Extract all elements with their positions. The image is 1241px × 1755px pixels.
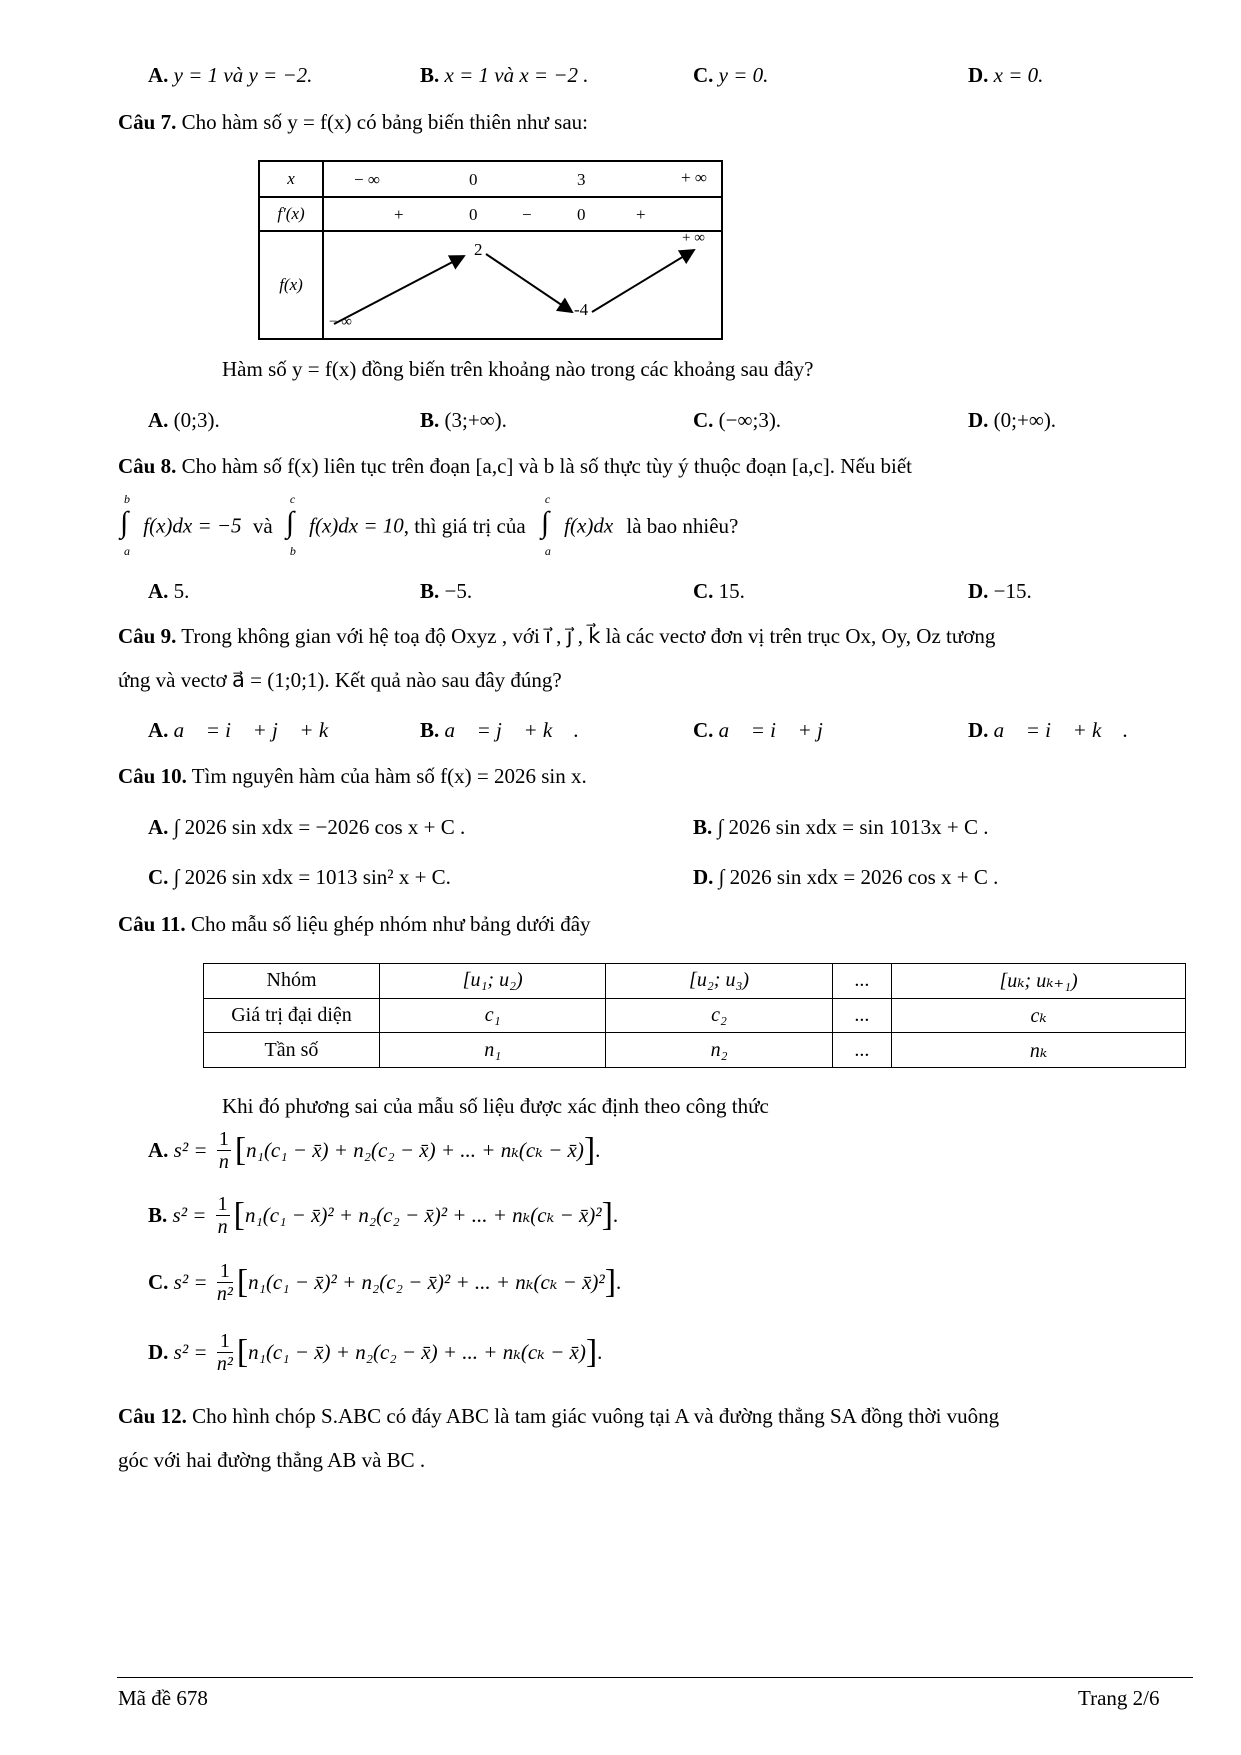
q11-option-c: C. s² = $\frac{1}{\text{n²}}$ [n₁(c₁ − x̄)² + n₂(c₂ − x̄)² + ... + nₖ(cₖ − x̄)²]. [148,1260,622,1305]
vt-x-2: 3 [577,170,586,189]
vt-sign-row [323,197,722,231]
q7-option-d: D. (0;+∞). [968,408,1057,432]
q6-option-d: D. x = 0. [968,63,1044,87]
vt-f-end: + ∞ [682,230,705,246]
q8-int2-body: f(x)dx = 10 [309,513,404,538]
freq-cell-ellipsis: ... [832,1033,891,1068]
q8-and: và [252,513,273,538]
vt-sign-0: + [394,205,404,224]
integral-symbol-3: c ∫ a [540,492,551,558]
footer-page-number: Trang 2/6 [1078,1686,1160,1710]
q10-option-d: D. ∫ 2026 sin xdx = 2026 cos x + C . [693,865,999,889]
q8-option-a: A. 5. [148,579,190,603]
q8-ask: là bao nhiêu? [626,513,739,538]
row-head-freq: Tần số [204,1033,380,1068]
q12-line2: góc với hai đường thẳng AB và BC . [118,1448,426,1472]
arrow-up-2 [592,250,694,312]
q10-option-a: A. ∫ 2026 sin xdx = −2026 cos x + C . [148,815,466,839]
q9-option-c: C. a⃗ = i⃗ + j⃗ [693,718,840,742]
group-cell-k: [uₖ; uₖ₊₁) [892,964,1186,999]
q12-line1: Câu 12. Cho hình chóp S.ABC có đáy ABC là tam giác vuông tại A và đường thẳng SA đồng thời vuông [118,1404,1000,1428]
vt-x-label: x [259,161,323,197]
q11-option-a: A. s² = $\frac{1}{n}$ [n₁(c₁ − x̄) + n₂(c₂ − x̄) + ... + nₖ(cₖ − x̄)]. [148,1128,601,1173]
q8-integrals [118,492,739,558]
vt-f-row [323,231,722,339]
q9-option-d: D. a⃗ = i⃗ + k⃗ . [968,718,1129,742]
q8-int1-body: f(x)dx = −5 [143,513,242,538]
q8-option-c: C. 15. [693,579,745,603]
q7-option-a: A. (0;3). [148,408,220,432]
q9-option-b: B. a⃗ = j⃗ + k⃗ . [420,718,580,742]
vt-x-row [323,161,722,197]
q6-option-c: C. y = 0. [693,63,769,87]
group-cell-ellipsis: ... [832,964,891,999]
row-head-group: Nhóm [204,964,380,999]
vt-sign-1: 0 [469,205,478,224]
vt-f-label: f(x) [259,231,323,339]
q8-option-d: D. −15. [968,579,1032,603]
q6-option-a: A. y = 1 và y = −2. [148,63,313,87]
q8-int3-body: f(x)dx [564,513,614,538]
freq-cell-1: n₁ [380,1033,606,1068]
fraction: $\frac{1}{\text{n²}}$ [216,1260,233,1305]
q11-stem: Câu 11. Cho mẫu số liệu ghép nhóm như bảng dưới đây [118,912,591,936]
row-head-rep: Giá trị đại diện [204,998,380,1033]
q10-option-c: C. ∫ 2026 sin xdx = 1013 sin² x + C. [148,865,451,889]
fraction: $\frac{1}{n}$ [217,1193,228,1238]
q10-option-b: B. ∫ 2026 sin xdx = sin 1013x + C . [693,815,989,839]
integral-symbol-2: c ∫ b [285,492,296,558]
vt-x-3: + ∞ [681,168,707,187]
q9-stem-line1: Câu 9. Trong không gian với hệ toạ độ Oxyz , với i⃗ , j⃗ , k⃗ là các vectơ đơn vị trên trục Ox, Oy, Oz tương [118,624,996,648]
q7-stem: Câu 7. Cho hàm số y = f(x) có bảng biến thiên như sau: [118,110,589,134]
arrow-up-1 [334,256,464,324]
q7-option-b: B. (3;+∞). [420,408,507,432]
q8-stem: Câu 8. Cho hàm số f(x) liên tục trên đoạn [a,c] và b là số thực tùy ý thuộc đoạn [a,c]. Nếu biết [118,454,913,478]
fraction: $\frac{1}{n}$ [218,1128,229,1173]
variation-table [258,160,723,340]
group-cell-1: [u₁; u₂) [380,964,606,999]
integral-symbol-1: b ∫ a [120,492,130,558]
rep-cell-ellipsis: ... [832,998,891,1033]
q11-option-d: D. s² = $\frac{1}{\text{n²}}$ [n₁(c₁ − x̄) + n₂(c₂ − x̄) + ... + nₖ(cₖ − x̄)]. [148,1330,603,1375]
q11-question: Khi đó phương sai của mẫu số liệu được xác định theo công thức [222,1094,769,1118]
q8-option-b: B. −5. [420,579,473,603]
footer-exam-code: Mã đề 678 [118,1686,208,1710]
rep-cell-1: c₁ [380,998,606,1033]
footer-divider [117,1677,1193,1678]
q10-stem: Câu 10. Tìm nguyên hàm của hàm số f(x) = 2026 sin x. [118,764,587,788]
vt-x-1: 0 [469,170,478,189]
vt-arrows [324,232,724,338]
vt-sign-4: + [636,205,646,224]
group-cell-2: [u₂; u₃) [606,964,832,999]
vt-f-max: 2 [474,240,483,259]
arrow-down [486,254,572,312]
q11-option-b: B. s² = $\frac{1}{n}$ [n₁(c₁ − x̄)² + n₂(c₂ − x̄)² + ... + nₖ(cₖ − x̄)²]. [148,1193,619,1238]
vt-fprime-label: f′(x) [259,197,323,231]
q7-option-c: C. (−∞;3). [693,408,782,432]
fraction: $\frac{1}{\text{n²}}$ [216,1330,233,1375]
q9-stem-line2: ứng và vectơ a⃗ = (1;0;1). Kết quả nào sau đây đúng? [118,668,562,692]
vt-x-0: − ∞ [354,170,380,189]
q8-then: , thì giá trị của [403,513,526,538]
freq-cell-2: n₂ [606,1033,832,1068]
rep-cell-k: cₖ [892,998,1186,1033]
rep-cell-2: c₂ [606,998,832,1033]
vt-f-min: -4 [574,300,589,319]
vt-sign-2: − [522,205,532,224]
grouped-data-table [203,963,1186,1068]
q7-question: Hàm số y = f(x) đồng biến trên khoảng nào trong các khoảng sau đây? [222,357,814,381]
vt-sign-3: 0 [577,205,586,224]
q9-option-a: A. a⃗ = i⃗ + j⃗ + k⃗ [148,718,345,742]
q6-option-b: B. x = 1 và x = −2 . [420,63,589,87]
vt-f-start: − ∞ [329,314,352,330]
freq-cell-k: nₖ [892,1033,1186,1068]
